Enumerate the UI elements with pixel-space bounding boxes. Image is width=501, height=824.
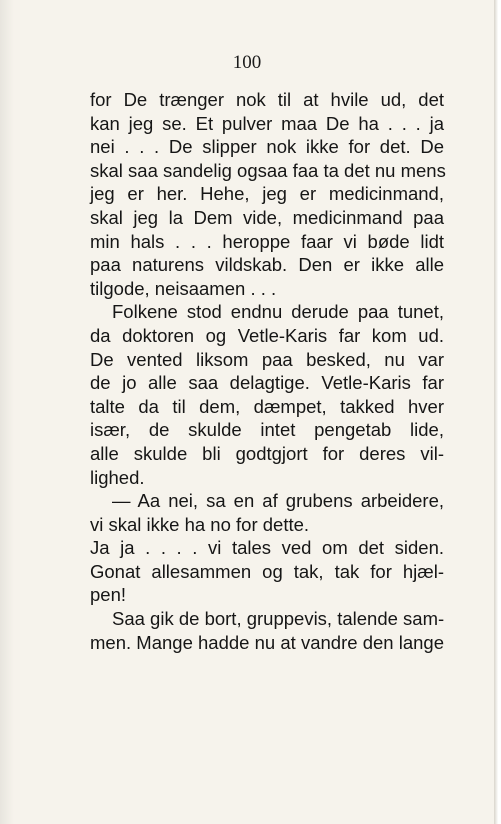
text-line: nei . . . De slipper nok ikke for det. De [90,136,444,158]
text-line: vi skal ikke ha no for dette. [90,513,310,535]
text-line: pen! [90,584,127,606]
text-line: De vented liksom paa besked, nu var [90,348,444,370]
text-line: paa naturens vildskab. Den er ikke alle [90,254,444,276]
text-line: især, de skulde intet pengetab lide, [90,419,444,441]
text-line: talte da til dem, dæmpet, takked hver [90,395,444,417]
text-line: Saa gik de bort, gruppevis, talende sam- [112,608,445,630]
text-line: Gonat allesammen og tak, tak for hjæl- [90,560,444,582]
text-line: jeg er her. Hehe, jeg er medicinmand, [90,183,444,205]
text-line: Ja ja . . . . vi tales ved om det siden. [90,537,444,559]
text-line: de jo alle saa delagtige. Vetle-Karis far [90,372,444,394]
text-line: skal saa sandelig ogsaa faa ta det nu mens [90,159,446,181]
page-edge [494,0,501,824]
text-line: lighed. [90,466,145,488]
text-line: for De trænger nok til at hvile ud, det [90,89,444,110]
text-line: alle skulde bli godtgjort for deres vil- [90,442,444,464]
text-line: Folkene stod endnu derude paa tunet, [112,301,444,323]
text-line: min hals . . . heroppe faar vi bøde lidt [90,230,444,252]
body-text [90,88,444,654]
text-line: kan jeg se. Et pulver maa De ha . . . ja [90,112,444,134]
text-line: — Aa nei, sa en af grubens arbeidere, [112,490,444,512]
text-line: tilgode, neisaamen . . . [90,277,277,299]
text-line: skal jeg la Dem vide, medicinmand paa [90,206,444,228]
spine-shadow [0,0,14,824]
page-number: 100 [232,52,262,73]
text-line: da doktoren og Vetle-Karis far kom ud. [90,324,444,346]
text-line: men. Mange hadde nu at vandre den lange [90,631,444,653]
